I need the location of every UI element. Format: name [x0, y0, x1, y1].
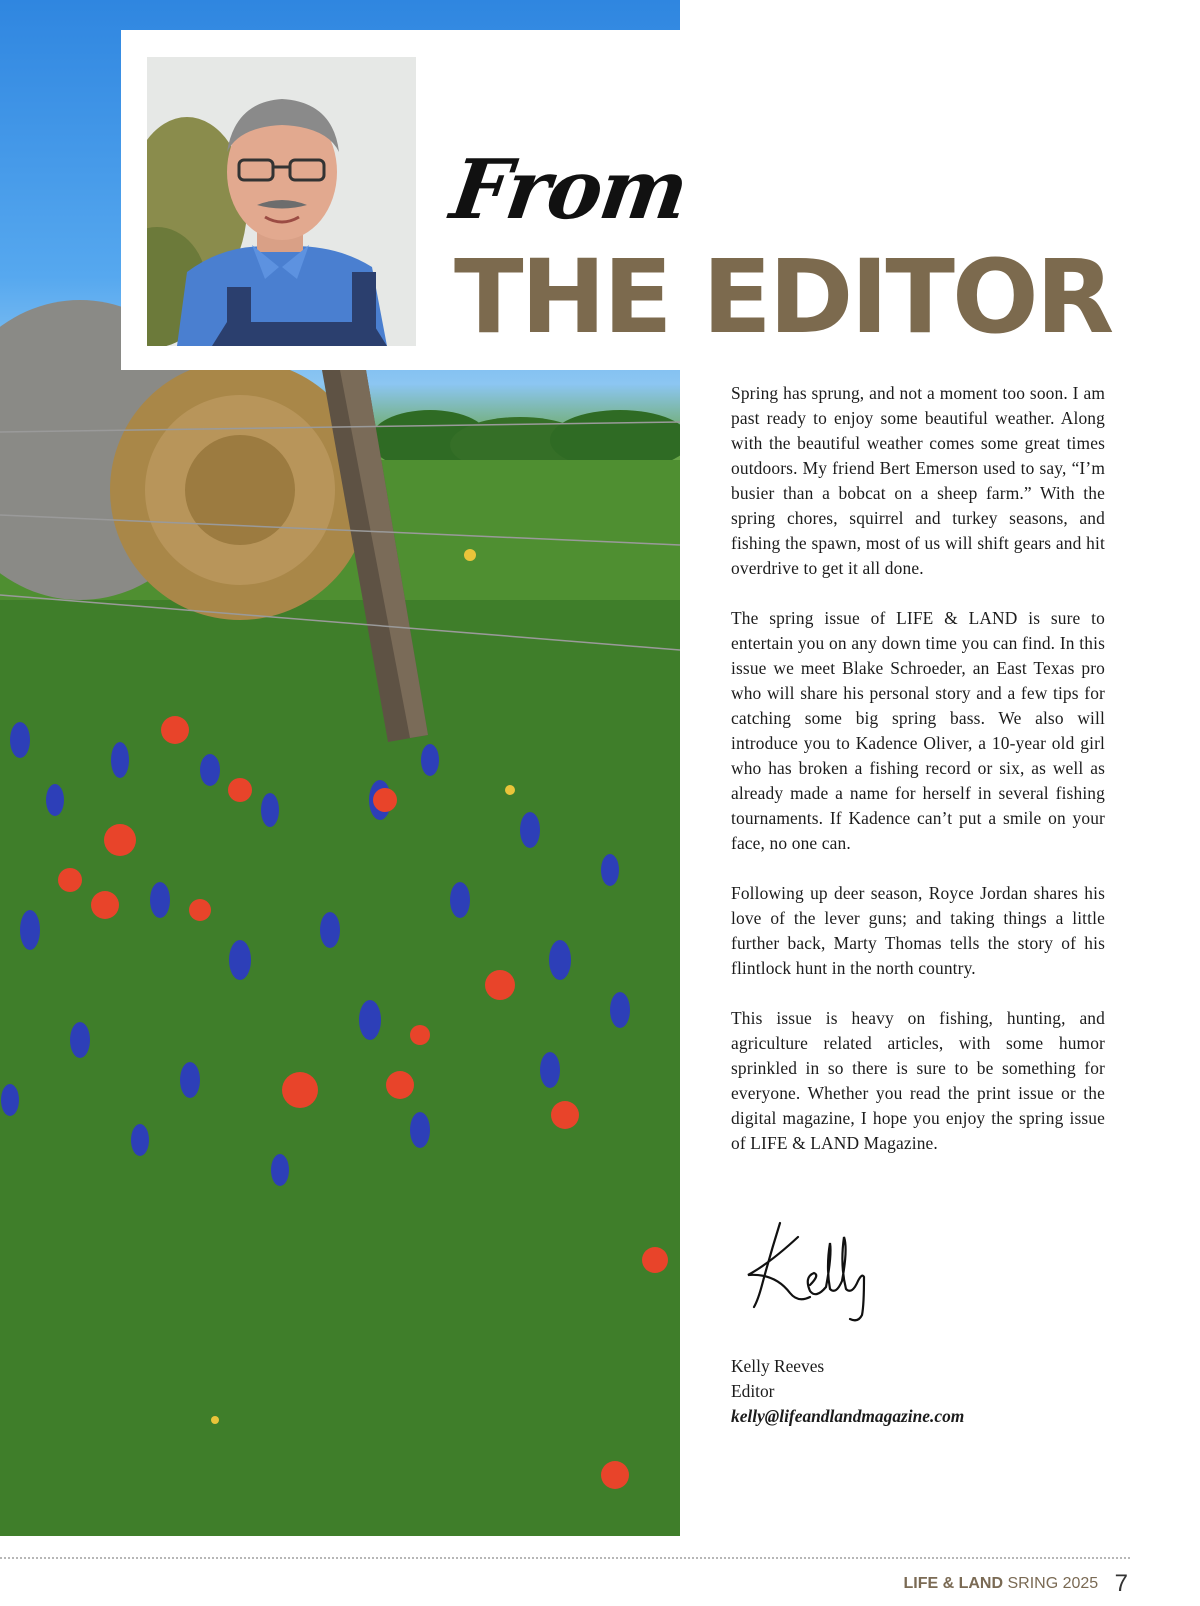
editor-email-link[interactable]: kelly@lifeandlandmagazine.com [731, 1406, 965, 1426]
paragraph: The spring issue of LIFE & LAND is sure to entertain you on any down time you can find. In this issue we meet Blake Schroeder, an East Texas pro who will share his personal story and a few tips for catching some big spring bass. We also will introduce you to Kadence Oliver, a 10-year old girl who has broken a fishing record or six, as well as already made a name for herself in several fishing tournaments. If Kadence can’t put a smile on your face, no one can. [731, 608, 1105, 853]
paragraph: Following up deer season, Royce Jordan shares his love of the lever guns; and taking things a little further back, Marty Thomas tells the story of his flintlock hunt in the north country. [731, 883, 1105, 978]
editor-name: Kelly Reeves [731, 1356, 825, 1376]
editor-letter-body [731, 381, 1105, 1181]
editor-portrait-illustration [147, 57, 416, 346]
handwritten-signature [740, 1215, 890, 1330]
paragraph: This issue is heavy on fishing, hunting, and agriculture related articles, with some humor sprinkled in so there is sure to be something for everyone. Whether you read the print issue or the digital magazine, I hope you enjoy the spring issue of LIFE & LAND Magazine. [731, 1008, 1105, 1153]
editor-portrait-photo [147, 57, 416, 346]
footer-divider [0, 1557, 1130, 1559]
signature-block [731, 1354, 964, 1429]
signature-kelly-illustration [740, 1215, 890, 1325]
page-number: 7 [1114, 1570, 1128, 1597]
editor-role: Editor [731, 1381, 775, 1401]
page-title: THE EDITOR [454, 238, 1112, 357]
heading-from: From [445, 142, 693, 238]
page-footer [903, 1570, 1128, 1598]
footer-brand: LIFE & LAND [903, 1575, 1004, 1592]
footer-issue: SRING 2025 [1007, 1575, 1099, 1592]
paragraph: Spring has sprung, and not a moment too soon. I am past ready to enjoy some beautiful weather. Along with the beautiful weather comes some great times outdoors. My friend Bert Emerson used to say, “I’m busier than a bobcat on a sheep farm.” With the spring chores, squirrel and turkey seasons, and fishing the spawn, most of us will shift gears and hit overdrive to get it all done. [731, 383, 1105, 578]
